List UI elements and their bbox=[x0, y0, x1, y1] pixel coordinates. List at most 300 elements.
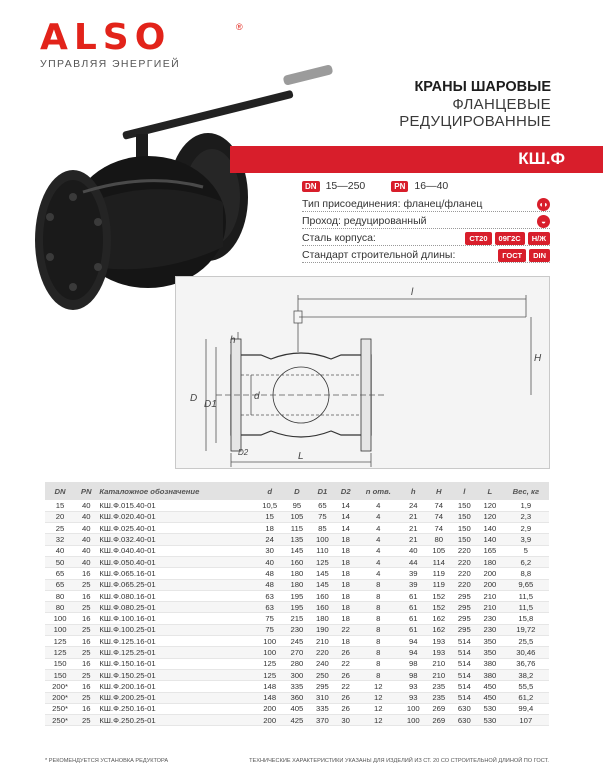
table-cell: 160 bbox=[310, 590, 336, 601]
table-cell: 295 bbox=[452, 590, 478, 601]
table-cell: 16 bbox=[75, 636, 97, 647]
table-cell: 140 bbox=[477, 534, 503, 545]
table-cell: 220 bbox=[452, 568, 478, 579]
table-cell: 210 bbox=[426, 669, 452, 680]
table-cell: КШ.Ф.065.16-01 bbox=[97, 568, 255, 579]
table-cell: 39 bbox=[400, 579, 426, 590]
table-cell: 25 bbox=[75, 647, 97, 658]
table-cell: 200* bbox=[45, 692, 75, 703]
col-h: h bbox=[410, 486, 416, 496]
table-cell: 3,9 bbox=[503, 534, 549, 545]
table-cell: 220 bbox=[452, 579, 478, 590]
table-cell: КШ.Ф.125.16-01 bbox=[97, 636, 255, 647]
table-cell: 63 bbox=[255, 590, 284, 601]
table-cell: 8 bbox=[356, 669, 400, 680]
table-cell: 11,5 bbox=[503, 590, 549, 601]
table-cell: 215 bbox=[284, 613, 310, 624]
table-cell: 148 bbox=[255, 692, 284, 703]
table-cell: 21 bbox=[400, 534, 426, 545]
table-cell: 14 bbox=[335, 511, 356, 522]
table-row bbox=[45, 715, 549, 726]
dim-l-label: l bbox=[411, 287, 414, 298]
table-cell: 200* bbox=[45, 681, 75, 692]
table-cell: 30 bbox=[255, 545, 284, 556]
table-cell: 1,9 bbox=[503, 500, 549, 511]
table-cell: 74 bbox=[426, 500, 452, 511]
table-cell: 8,8 bbox=[503, 568, 549, 579]
col-D: D bbox=[294, 486, 300, 496]
table-cell: 180 bbox=[284, 568, 310, 579]
table-cell: 50 bbox=[45, 556, 75, 567]
table-row bbox=[45, 658, 549, 669]
table-row bbox=[45, 556, 549, 567]
table-cell: 150 bbox=[452, 511, 478, 522]
table-cell: 360 bbox=[284, 692, 310, 703]
table-cell: 114 bbox=[426, 556, 452, 567]
table-cell: 250 bbox=[310, 669, 336, 680]
pressure-size-row bbox=[302, 178, 550, 194]
table-cell: 25 bbox=[75, 669, 97, 680]
table-cell: КШ.Ф.250.16-01 bbox=[97, 703, 255, 714]
col-D2: D2 bbox=[340, 486, 351, 496]
table-cell: 335 bbox=[284, 681, 310, 692]
table-row bbox=[45, 500, 549, 511]
table-cell: 21 bbox=[400, 523, 426, 534]
dn-tag: DN bbox=[302, 181, 320, 192]
table-cell: 36,76 bbox=[503, 658, 549, 669]
table-cell: 32 bbox=[45, 534, 75, 545]
table-cell: 210 bbox=[426, 658, 452, 669]
table-cell: 230 bbox=[477, 624, 503, 635]
table-cell: 152 bbox=[426, 590, 452, 601]
table-cell: 200 bbox=[255, 715, 284, 726]
table-cell: 150 bbox=[452, 523, 478, 534]
table-cell: 4 bbox=[356, 556, 400, 567]
table-cell: 514 bbox=[452, 692, 478, 703]
table-cell: 150 bbox=[45, 658, 75, 669]
table-cell: 245 bbox=[284, 636, 310, 647]
table-cell: 295 bbox=[452, 613, 478, 624]
table-cell: КШ.Ф.100.25-01 bbox=[97, 624, 255, 635]
product-code: КШ.Ф bbox=[518, 149, 565, 168]
table-cell: 20 bbox=[45, 511, 75, 522]
table-cell: 2,9 bbox=[503, 523, 549, 534]
table-cell: 4 bbox=[356, 511, 400, 522]
table-cell: 210 bbox=[477, 590, 503, 601]
table-cell: 4 bbox=[356, 500, 400, 511]
flange-icon: ◖◗ bbox=[538, 200, 549, 209]
col-pn: PN bbox=[80, 486, 92, 496]
table-cell: 25,5 bbox=[503, 636, 549, 647]
table-cell: 75 bbox=[310, 511, 336, 522]
table-cell: 48 bbox=[255, 579, 284, 590]
product-title bbox=[399, 78, 551, 130]
table-cell: 300 bbox=[284, 669, 310, 680]
col-dn: DN bbox=[54, 486, 66, 496]
table-row bbox=[45, 579, 549, 590]
table-cell: 180 bbox=[284, 579, 310, 590]
dimensions-table bbox=[45, 482, 549, 726]
table-cell: 40 bbox=[75, 511, 97, 522]
table-cell: 18 bbox=[335, 579, 356, 590]
table-cell: 80 bbox=[45, 590, 75, 601]
table-cell: 160 bbox=[310, 602, 336, 613]
table-cell: 119 bbox=[426, 568, 452, 579]
table-cell: 61 bbox=[400, 602, 426, 613]
table-cell: 26 bbox=[335, 692, 356, 703]
table-cell: 350 bbox=[477, 647, 503, 658]
table-cell: 269 bbox=[426, 715, 452, 726]
table-cell: 4 bbox=[356, 534, 400, 545]
table-cell: 250* bbox=[45, 703, 75, 714]
table-cell: 150 bbox=[452, 534, 478, 545]
table-row bbox=[45, 703, 549, 714]
table-cell: КШ.Ф.065.25-01 bbox=[97, 579, 255, 590]
table-cell: 514 bbox=[452, 681, 478, 692]
table-cell: 514 bbox=[452, 669, 478, 680]
table-cell: 162 bbox=[426, 624, 452, 635]
table-cell: 220 bbox=[452, 556, 478, 567]
table-cell: 30 bbox=[335, 715, 356, 726]
pn-range: 16—40 bbox=[414, 180, 449, 192]
table-cell: 40 bbox=[75, 534, 97, 545]
technical-drawing bbox=[175, 276, 550, 469]
table-cell: 93 bbox=[400, 692, 426, 703]
table-cell: 25 bbox=[75, 602, 97, 613]
table-cell: 250* bbox=[45, 715, 75, 726]
table-cell: 25 bbox=[75, 715, 97, 726]
table-cell: 61,2 bbox=[503, 692, 549, 703]
table-cell: КШ.Ф.080.16-01 bbox=[97, 590, 255, 601]
table-cell: 12 bbox=[356, 715, 400, 726]
spec-connection bbox=[302, 197, 550, 212]
table-cell: 22 bbox=[335, 658, 356, 669]
table-cell: 514 bbox=[452, 636, 478, 647]
table-cell: 61 bbox=[400, 590, 426, 601]
drawing-svg bbox=[176, 277, 551, 470]
table-cell: 93 bbox=[400, 681, 426, 692]
table-cell: 95 bbox=[284, 500, 310, 511]
table-cell: 295 bbox=[452, 602, 478, 613]
table-cell: 120 bbox=[477, 500, 503, 511]
table-cell: 65 bbox=[45, 568, 75, 579]
table-cell: 18 bbox=[335, 636, 356, 647]
connection-label: Тип присоединения: фланец/фланец bbox=[302, 198, 485, 210]
footnote-reducer: * РЕКОМЕНДУЕТСЯ УСТАНОВКА РЕДУКТОРА bbox=[45, 758, 169, 764]
table-cell: 16 bbox=[75, 658, 97, 669]
steel-label: Сталь корпуса: bbox=[302, 232, 379, 244]
table-cell: 107 bbox=[503, 715, 549, 726]
table-cell: 145 bbox=[284, 545, 310, 556]
table-cell: 180 bbox=[477, 556, 503, 567]
table-cell: 530 bbox=[477, 715, 503, 726]
table-cell: 125 bbox=[255, 669, 284, 680]
table-cell: 380 bbox=[477, 669, 503, 680]
steel-chip: СТ20 bbox=[465, 232, 491, 245]
table-cell: 25 bbox=[45, 523, 75, 534]
steel-chip: Н/Ж bbox=[528, 232, 550, 245]
footnote-specs: ТЕХНИЧЕСКИЕ ХАРАКТЕРИСТИКИ УКАЗАНЫ ДЛЯ ИЗДЕЛИЙ ИЗ СТ. 20 СО СТРОИТЕЛЬНОЙ ДЛИНОЙ ПО ГОСТ. bbox=[249, 758, 549, 764]
table-cell: КШ.Ф.200.25-01 bbox=[97, 692, 255, 703]
dim-D-label: D bbox=[190, 393, 198, 404]
table-cell: 135 bbox=[284, 534, 310, 545]
table-row bbox=[45, 681, 549, 692]
table-cell: 15 bbox=[45, 500, 75, 511]
table-cell: 65 bbox=[310, 500, 336, 511]
table-cell: 18 bbox=[335, 602, 356, 613]
table-cell: 100 bbox=[400, 715, 426, 726]
col-weight: Вес, кг bbox=[512, 486, 540, 496]
table-cell: 16 bbox=[75, 681, 97, 692]
table-cell: 120 bbox=[477, 511, 503, 522]
table-cell: 295 bbox=[452, 624, 478, 635]
table-row bbox=[45, 669, 549, 680]
table-cell: 100 bbox=[45, 624, 75, 635]
table-cell: 61 bbox=[400, 613, 426, 624]
table-cell: 26 bbox=[335, 647, 356, 658]
table-cell: 280 bbox=[284, 658, 310, 669]
table-cell: 160 bbox=[284, 556, 310, 567]
table-cell: 26 bbox=[335, 703, 356, 714]
table-cell: 200 bbox=[477, 568, 503, 579]
col-H: H bbox=[435, 486, 442, 496]
table-cell: 21 bbox=[400, 511, 426, 522]
table-cell: 63 bbox=[255, 602, 284, 613]
table-cell: 18 bbox=[335, 568, 356, 579]
table-row bbox=[45, 511, 549, 522]
table-cell: 195 bbox=[284, 602, 310, 613]
table-cell: КШ.Ф.100.16-01 bbox=[97, 613, 255, 624]
table-cell: 16 bbox=[75, 568, 97, 579]
table-cell: 22 bbox=[335, 681, 356, 692]
table-cell: 220 bbox=[452, 545, 478, 556]
table-cell: 6,2 bbox=[503, 556, 549, 567]
table-cell: 30,46 bbox=[503, 647, 549, 658]
table-cell: 210 bbox=[310, 636, 336, 647]
table-cell: 12 bbox=[356, 692, 400, 703]
table-cell: 230 bbox=[284, 624, 310, 635]
table-cell: 11,5 bbox=[503, 602, 549, 613]
table-cell: 195 bbox=[284, 590, 310, 601]
table-cell: 125 bbox=[45, 647, 75, 658]
length-chip: ГОСТ bbox=[498, 249, 526, 262]
title-line-1: КРАНЫ ШАРОВЫЕ bbox=[414, 79, 551, 95]
table-cell: 8 bbox=[356, 613, 400, 624]
table-cell: 193 bbox=[426, 636, 452, 647]
table-cell: 75 bbox=[255, 613, 284, 624]
table-cell: 200 bbox=[477, 579, 503, 590]
length-label: Стандарт строительной длины: bbox=[302, 249, 458, 261]
table-cell: 85 bbox=[310, 523, 336, 534]
table-cell: 100 bbox=[400, 703, 426, 714]
table-cell: 8 bbox=[356, 647, 400, 658]
table-cell: 100 bbox=[45, 613, 75, 624]
table-cell: 150 bbox=[45, 669, 75, 680]
table-cell: КШ.Ф.150.25-01 bbox=[97, 669, 255, 680]
table-cell: 8 bbox=[356, 658, 400, 669]
table-row bbox=[45, 568, 549, 579]
col-L: L bbox=[487, 486, 493, 496]
dim-D2-label: D2 bbox=[238, 448, 249, 457]
dim-H-label: H bbox=[534, 353, 542, 364]
table-cell: 40 bbox=[75, 523, 97, 534]
table-cell: 8 bbox=[356, 590, 400, 601]
table-cell: 98 bbox=[400, 658, 426, 669]
title-line-3: РЕДУЦИРОВАННЫЕ bbox=[399, 113, 551, 130]
table-cell: 4 bbox=[356, 568, 400, 579]
table-cell: 40 bbox=[75, 545, 97, 556]
table-cell: 4 bbox=[356, 523, 400, 534]
table-cell: 8 bbox=[356, 602, 400, 613]
table-header-row bbox=[45, 482, 549, 500]
table-cell: КШ.Ф.040.40-01 bbox=[97, 545, 255, 556]
table-cell: 25 bbox=[75, 624, 97, 635]
table-cell: 65 bbox=[45, 579, 75, 590]
dim-D1-label: D1 bbox=[204, 399, 217, 410]
table-cell: 630 bbox=[452, 715, 478, 726]
registered-mark: ® bbox=[236, 22, 243, 32]
table-cell: 220 bbox=[310, 647, 336, 658]
table-cell: 98 bbox=[400, 669, 426, 680]
table-cell: 105 bbox=[284, 511, 310, 522]
table-cell: 210 bbox=[477, 602, 503, 613]
table-cell: 94 bbox=[400, 636, 426, 647]
table-cell: 2,3 bbox=[503, 511, 549, 522]
brand-tagline: УПРАВЛЯЯ ЭНЕРГИЕЙ bbox=[40, 58, 181, 70]
steel-chip: 09Г2С bbox=[495, 232, 525, 245]
table-cell: 38,2 bbox=[503, 669, 549, 680]
table-cell: 26 bbox=[335, 669, 356, 680]
title-line-2: ФЛАНЦЕВЫЕ bbox=[452, 96, 551, 113]
title-band bbox=[230, 146, 603, 173]
table-cell: 18 bbox=[335, 613, 356, 624]
table-cell: 530 bbox=[477, 703, 503, 714]
table-cell: 14 bbox=[335, 523, 356, 534]
table-cell: 514 bbox=[452, 658, 478, 669]
table-cell: 24 bbox=[255, 534, 284, 545]
table-cell: 75 bbox=[255, 624, 284, 635]
table-cell: 115 bbox=[284, 523, 310, 534]
table-cell: 14 bbox=[335, 500, 356, 511]
table-cell: 514 bbox=[452, 647, 478, 658]
table-cell: 18 bbox=[255, 523, 284, 534]
table-cell: КШ.Ф.200.16-01 bbox=[97, 681, 255, 692]
table-cell: КШ.Ф.050.40-01 bbox=[97, 556, 255, 567]
spec-table bbox=[45, 482, 549, 726]
col-d: d bbox=[267, 486, 273, 496]
table-cell: 16 bbox=[75, 703, 97, 714]
table-cell: 165 bbox=[477, 545, 503, 556]
table-cell: 180 bbox=[310, 613, 336, 624]
dim-L-label: L bbox=[298, 451, 304, 462]
spec-length bbox=[302, 248, 550, 263]
table-cell: 370 bbox=[310, 715, 336, 726]
table-cell: 94 bbox=[400, 647, 426, 658]
table-row bbox=[45, 590, 549, 601]
table-cell: 150 bbox=[452, 500, 478, 511]
table-cell: 74 bbox=[426, 511, 452, 522]
table-cell: 15,8 bbox=[503, 613, 549, 624]
spec-steel bbox=[302, 231, 550, 246]
spec-bore bbox=[302, 214, 550, 229]
table-cell: 240 bbox=[310, 658, 336, 669]
table-row bbox=[45, 624, 549, 635]
table-cell: 5 bbox=[503, 545, 549, 556]
table-cell: 162 bbox=[426, 613, 452, 624]
table-cell: 200 bbox=[255, 703, 284, 714]
table-cell: 40 bbox=[75, 500, 97, 511]
table-cell: КШ.Ф.020.40-01 bbox=[97, 511, 255, 522]
table-cell: 16 bbox=[75, 590, 97, 601]
col-D1: D1 bbox=[317, 486, 328, 496]
bore-label: Проход: редуцированный bbox=[302, 215, 430, 227]
table-cell: 125 bbox=[310, 556, 336, 567]
table-cell: 15 bbox=[255, 511, 284, 522]
spec-block bbox=[302, 178, 550, 265]
table-cell: 99,4 bbox=[503, 703, 549, 714]
table-cell: КШ.Ф.025.40-01 bbox=[97, 523, 255, 534]
table-cell: 450 bbox=[477, 681, 503, 692]
table-cell: 19,72 bbox=[503, 624, 549, 635]
table-cell: 48 bbox=[255, 568, 284, 579]
table-cell: 270 bbox=[284, 647, 310, 658]
table-body bbox=[45, 500, 549, 726]
dim-d-label: d bbox=[254, 391, 260, 402]
table-cell: 125 bbox=[45, 636, 75, 647]
col-holes: n отв. bbox=[365, 486, 391, 496]
table-cell: 380 bbox=[477, 658, 503, 669]
table-cell: 61 bbox=[400, 624, 426, 635]
table-cell: 8 bbox=[356, 624, 400, 635]
bore-icon: ◒ bbox=[537, 215, 550, 228]
table-cell: 350 bbox=[477, 636, 503, 647]
table-cell: 235 bbox=[426, 681, 452, 692]
table-cell: 193 bbox=[426, 647, 452, 658]
table-cell: 140 bbox=[477, 523, 503, 534]
table-cell: 145 bbox=[310, 568, 336, 579]
table-cell: КШ.Ф.250.25-01 bbox=[97, 715, 255, 726]
dn-range: 15—250 bbox=[325, 180, 366, 192]
table-row bbox=[45, 647, 549, 658]
table-cell: 4 bbox=[356, 545, 400, 556]
table-cell: КШ.Ф.080.25-01 bbox=[97, 602, 255, 613]
table-row bbox=[45, 692, 549, 703]
table-cell: 450 bbox=[477, 692, 503, 703]
table-cell: 74 bbox=[426, 523, 452, 534]
table-cell: 80 bbox=[45, 602, 75, 613]
table-cell: 44 bbox=[400, 556, 426, 567]
brand-name: ALSO bbox=[40, 17, 172, 58]
table-cell: 145 bbox=[310, 579, 336, 590]
col-catalog: Каталожное обозначение bbox=[99, 486, 200, 496]
table-cell: 310 bbox=[310, 692, 336, 703]
table-cell: 9,65 bbox=[503, 579, 549, 590]
table-row bbox=[45, 545, 549, 556]
table-cell: 22 bbox=[335, 624, 356, 635]
table-cell: 18 bbox=[335, 556, 356, 567]
table-cell: 100 bbox=[255, 636, 284, 647]
table-cell: 8 bbox=[356, 579, 400, 590]
table-cell: 235 bbox=[426, 692, 452, 703]
table-cell: 110 bbox=[310, 545, 336, 556]
table-row bbox=[45, 523, 549, 534]
table-row bbox=[45, 602, 549, 613]
table-cell: 8 bbox=[356, 636, 400, 647]
table-cell: 405 bbox=[284, 703, 310, 714]
table-cell: 269 bbox=[426, 703, 452, 714]
table-cell: 100 bbox=[310, 534, 336, 545]
table-row bbox=[45, 613, 549, 624]
